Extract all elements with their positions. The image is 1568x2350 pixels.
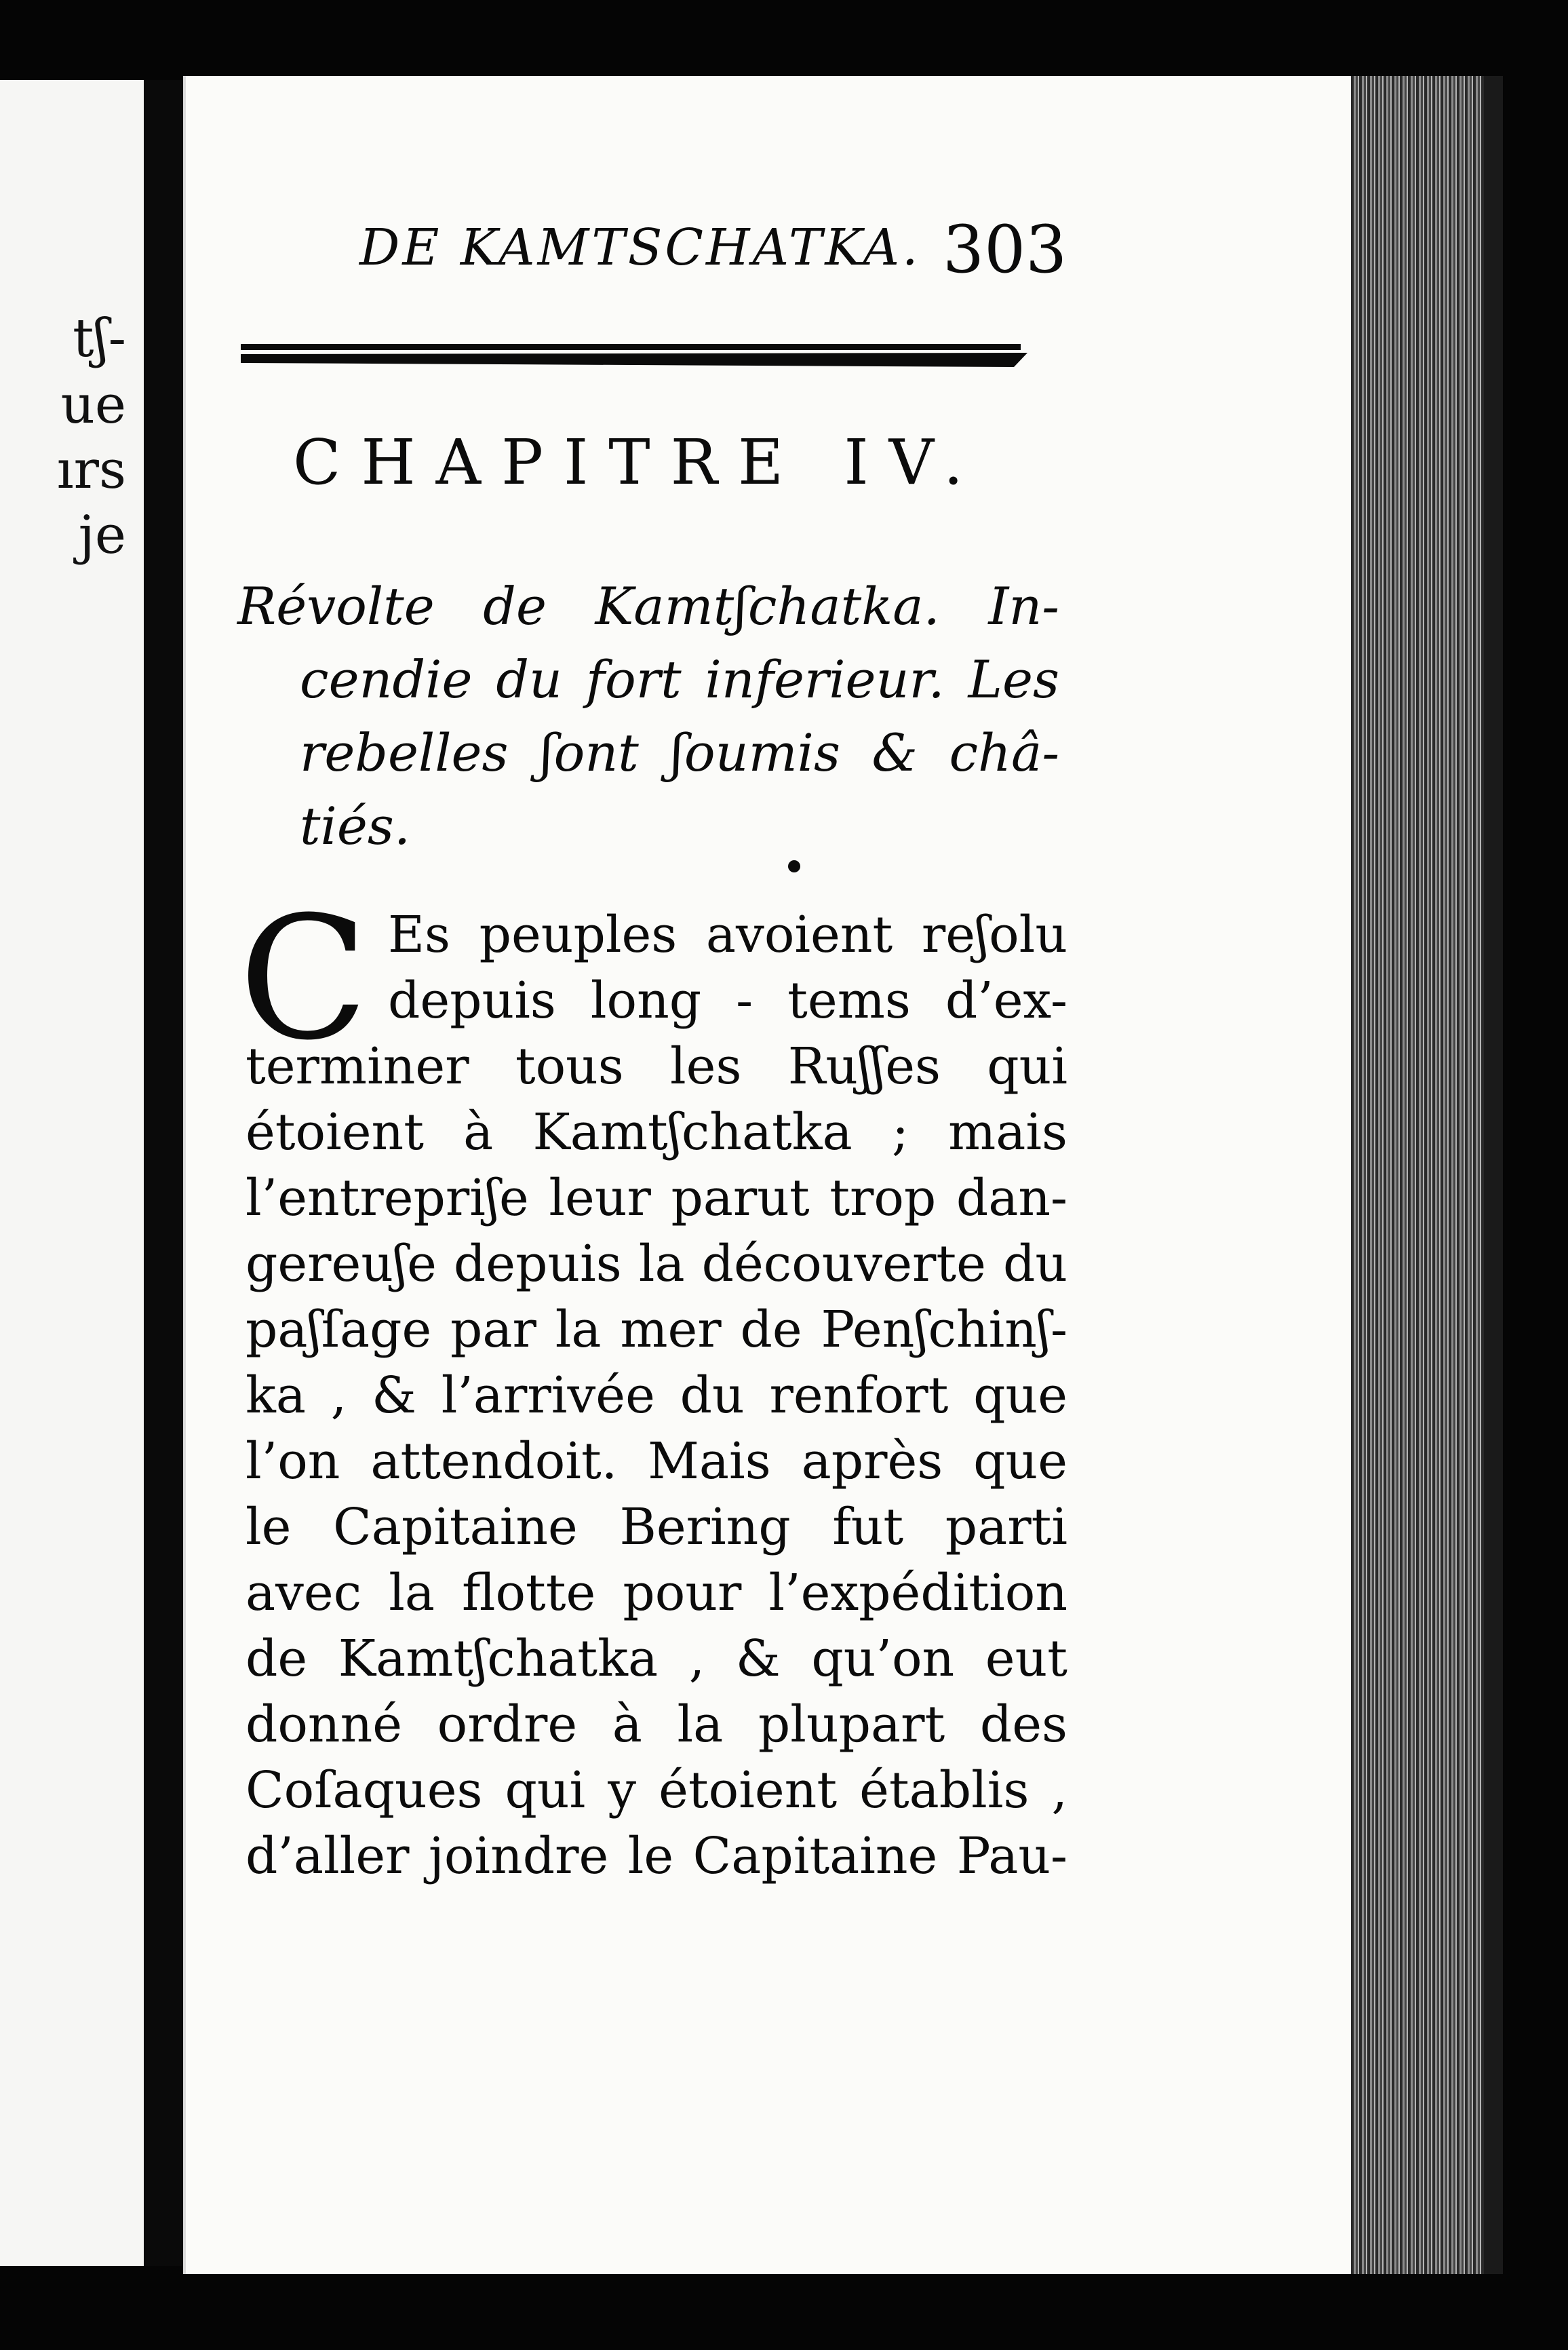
body-line: étoient à Kamtʃchatka ; mais — [246, 1103, 1067, 1161]
summary-line: rebelles ʃont ʃoumis & châ- — [300, 723, 1059, 783]
body-line: le Capitaine Bering fut parti — [246, 1498, 1067, 1556]
summary-line: Révolte de Kamtʃchatka. In- — [237, 576, 1059, 636]
running-head — [359, 212, 1105, 286]
body-line: donné ordre à la plupart des — [246, 1695, 1067, 1754]
left-fragment-4: je — [78, 505, 126, 566]
body-text — [246, 902, 1067, 1889]
book-gutter — [144, 80, 183, 2266]
separator-dot — [788, 860, 800, 872]
chapter-summary — [237, 570, 1059, 863]
running-title: DE KAMTSCHATKA. — [359, 218, 921, 277]
body-line: l’entrepriʃe leur parut trop dan- — [246, 1169, 1067, 1227]
summary-line: cendie du fort inferieur. Les — [300, 649, 1059, 710]
body-line: l’on attendoit. Mais après que — [246, 1432, 1067, 1490]
chapter-title: CHAPITRE IV. — [293, 426, 984, 499]
body-line: depuis long - tems d’ex- — [388, 971, 1067, 1030]
body-line: Es peuples avoient reʃolu — [388, 906, 1067, 964]
page-number: 303 — [943, 212, 1067, 288]
body-line: ka , & l’arrivée du renfort que — [246, 1366, 1067, 1425]
drop-cap: C — [239, 880, 369, 1077]
left-fragment-1: tʃ- — [73, 308, 126, 369]
summary-line: tiés. — [300, 796, 410, 856]
page-edges — [1351, 76, 1484, 2274]
body-line: avec la flotte pour l’expédition — [246, 1564, 1067, 1622]
body-line: Coſaques qui y étoient établis , — [246, 1761, 1067, 1819]
left-fragment-2: ue — [60, 374, 126, 436]
body-line: gereuʃe depuis la découverte du — [246, 1235, 1067, 1293]
body-line: d’aller joindre le Capitaine Pau- — [246, 1827, 1067, 1885]
left-fragment-3: ırs — [56, 440, 126, 501]
body-line: de Kamtʃchatka , & qu’on eut — [246, 1630, 1067, 1688]
previous-page-fragment — [0, 80, 144, 2266]
body-line: paʃſage par la mer de Penʃchinʃ- — [246, 1301, 1067, 1359]
body-line: terminer tous les Ruʃʃes qui — [246, 1037, 1067, 1096]
decorative-rule — [241, 343, 1027, 370]
